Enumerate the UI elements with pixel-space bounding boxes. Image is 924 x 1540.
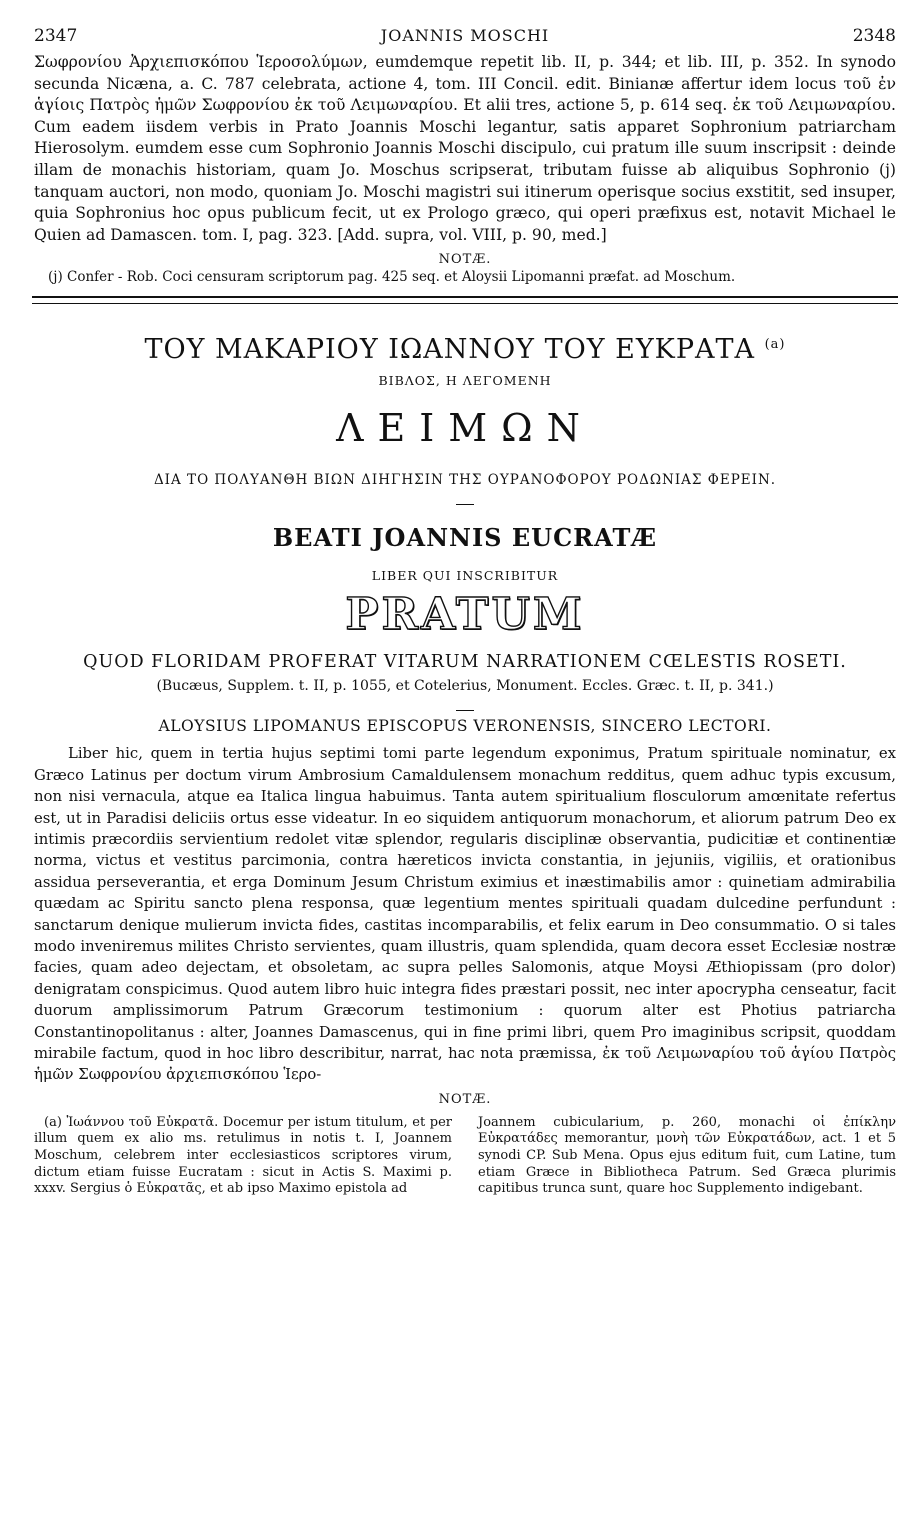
- preface-heading: ALOYSIUS LIPOMANUS EPISCOPUS VERONENSIS, SINCERO LECTORI.: [158, 717, 772, 736]
- greek-title-text: ΤΟΥ ΜΑΚΑΡΙΟΥ ΙΩΑΝΝΟΥ ΤΟΥ ΕΥΚΡΑΤΑ: [144, 334, 755, 366]
- short-divider-2: [456, 710, 474, 711]
- greek-title-line1: [34, 334, 896, 365]
- section-divider: [32, 296, 898, 304]
- running-header: [34, 26, 896, 52]
- footnote-a-right-column: [478, 1115, 896, 1198]
- footnote-a-right-text: Joannem cubicularium, p. 260, monachi οἱ ἐπίκλην Εὐκρατάδες memorantur, μονὴ τῶν Εὐκρατάδων, act. 1 et 5 synodi CP. Sub Mena. Opus ejus editum fuit, cum Latine, tum etiam Græce in Bibliotheca Patrum. Sed Græca plurimis capitibus trunca sunt, quare hoc Supplemento indigebant.: [478, 1114, 896, 1197]
- running-title: JOANNIS MOSCHI: [380, 26, 550, 45]
- footnote-a-left-text: (a) Ἰωάννου τοῦ Εὐκρατᾶ. Docemur per istum titulum, et per illum quem ex alio ms. retulimus in notis t. I, Joannem Moschum, celebrem inter ecclesiasticos scriptores virum, dictum etiam fuisse Eucratam : sicut in Actis S. Maximi p. xxxv. Sergius ὁ Εὐκρατᾶς, et ab ipso Maximo epistola ad: [34, 1114, 452, 1197]
- latin-title-line2: LIBER QUI INSCRIBITUR: [371, 568, 559, 584]
- preface-text: Liber hic, quem in tertia hujus septimi tomi parte legendum exponimus, Pratum spirituale nominatur, ex Græco Latinus per doctum virum Ambrosium Camaldulensem monachum redditus, quem adhuc typis excusum, non nisi vernacula, atque ea Italica lingua habuimus. Tanta autem spiritualium flosculorum amœnitate refertus est, ut in Paradisi deliciis ortus esse videatur. In eo siquidem antiquorum monachorum, et aliorum patrum Deo ex intimis præcordiis servientium redolet vitæ splendor, regularis disciplinæ observantia, pudicitiæ et continentiæ norma, victus et vestitus parcimonia, contra hæreticos invicta constantia, in jejuniis, vigiliis, et orationibus assidua perseverantia, et erga Dominum Jesum Christum eximius et inæstimabilis amor : quinetiam admirabilia quædam ac Spiritu sancto plena responsa, quæ legentium mentes spirituali quadam dulcedine perfundunt : sanctarum denique mulierum invicta fides, castitas incomparabilis, et felix earum in Deo consummatio. O si tales modo inveniremus milites Christo servientes, quam illustris, quam splendida, quam decora esset Ecclesiæ nostræ facies, quam adeo dejectam, et obsoletam, ac supra pelles Salomonis, atque Moysi Æthiopissam (pro dolor) denigratam conspicimus. Quod autem libro huic integra fides præstari possit, nec inter apocrypha censeatur, facit duorum amplissimorum Patrum Græcorum testimonium : quorum alter est Photius patriarcha Constantinopolitanus : alter, Joannes Damascenus, qui in fine primi libri, quem Pro imaginibus scripsit, quoddam mirabile factum, quod in hoc libro describitur, narrat, hac nota præmissa, ἐκ τοῦ Λειμωναρίου τοῦ ἁγίου Πατρὸς ἡμῶν Σωφρονίου ἀρχιεπισκόπου Ἱερο-: [34, 745, 896, 1084]
- notae-heading-bottom: NOTÆ.: [438, 1091, 492, 1107]
- greek-title-subtitle: ΔΙΑ ΤΟ ΠΟΛΥΑΝΘΗ ΒΙΩΝ ΔΙΗΓΗΣΙΝ ΤΗΣ ΟΥΡΑΝΟΦΟΡΟΥ ΡΟΔΩΝΙΑΣ ΦΕΡΕΙΝ.: [153, 472, 777, 489]
- latin-title-reference: (Bucæus, Supplem. t. II, p. 1055, et Cotelerius, Monument. Eccles. Græc. t. II, p. 341.): [156, 678, 774, 695]
- greek-title-main: ΛΕΙΜΩΝ: [336, 406, 594, 451]
- preface-body: [34, 743, 896, 1086]
- document-page: [34, 26, 896, 1198]
- intro-paragraph: [34, 52, 896, 246]
- intro-paragraph-text: Σωφρονίου Ἀρχιεπισκόπου Ἱεροσολύμων, eumdemque repetit lib. II, p. 344; et lib. III, p. 352. In synodo secunda Nicæna, a. C. 787 celebrata, actione 4, tom. III Concil. edit. Binianæ affertur idem locus τοῦ ἐν ἁγίοις Πατρὸς ἡμῶν Σωφρονίου ἐκ τοῦ Λειμωναρίου. Et alii tres, actione 5, p. 614 seq. ἐκ τοῦ Λειμωναρίου. Cum eadem iisdem verbis in Prato Joannis Moschi legantur, satis apparet Sophronium patriarcham Hierosolym. eumdem esse cum Sophronio Joannis Moschi discipulo, cui pratum ille suum inscripsit : deinde illam de monachis historiam, quam Jo. Moschus scripserat, tributam fuisse ab aliquibus Sophronio (j) tanquam auctori, non modo, quoniam Jo. Moschi magistri sui itinerum operisque socius exstitit, sed insuper, quia Sophronius hoc opus publicum fecit, ut ex Prologo græco, qui operi præfixus est, notavit Michael le Quien ad Damascen. tom. I, pag. 323. [Add. supra, vol. VIII, p. 90, med.]: [34, 53, 896, 244]
- footnote-a-left-column: [34, 1115, 452, 1198]
- greek-title-line2: ΒΙΒΛΟΣ, Η ΛΕΓΟΜΕΝΗ: [378, 373, 552, 389]
- footnotes-two-columns: [34, 1115, 896, 1198]
- latin-title-line1: BEATI JOANNIS EUCRATÆ: [272, 523, 658, 553]
- short-divider-1: [456, 504, 474, 505]
- latin-title-subtitle: QUOD FLORIDAM PROFERAT VITARUM NARRATIONEM CŒLESTIS ROSETI.: [83, 652, 847, 673]
- latin-title-main: PRATUM: [345, 589, 585, 641]
- footnote-j: (j) Confer - Rob. Coci censuram scriptorum pag. 425 seq. et Aloysii Lipomanni præfat. ad Moschum.: [48, 269, 736, 286]
- footnote-marker-a: (a): [764, 337, 786, 353]
- page-number-right: 2348: [852, 26, 896, 46]
- notae-heading-top: NOTÆ.: [438, 252, 492, 268]
- page-number-left: 2347: [34, 26, 78, 46]
